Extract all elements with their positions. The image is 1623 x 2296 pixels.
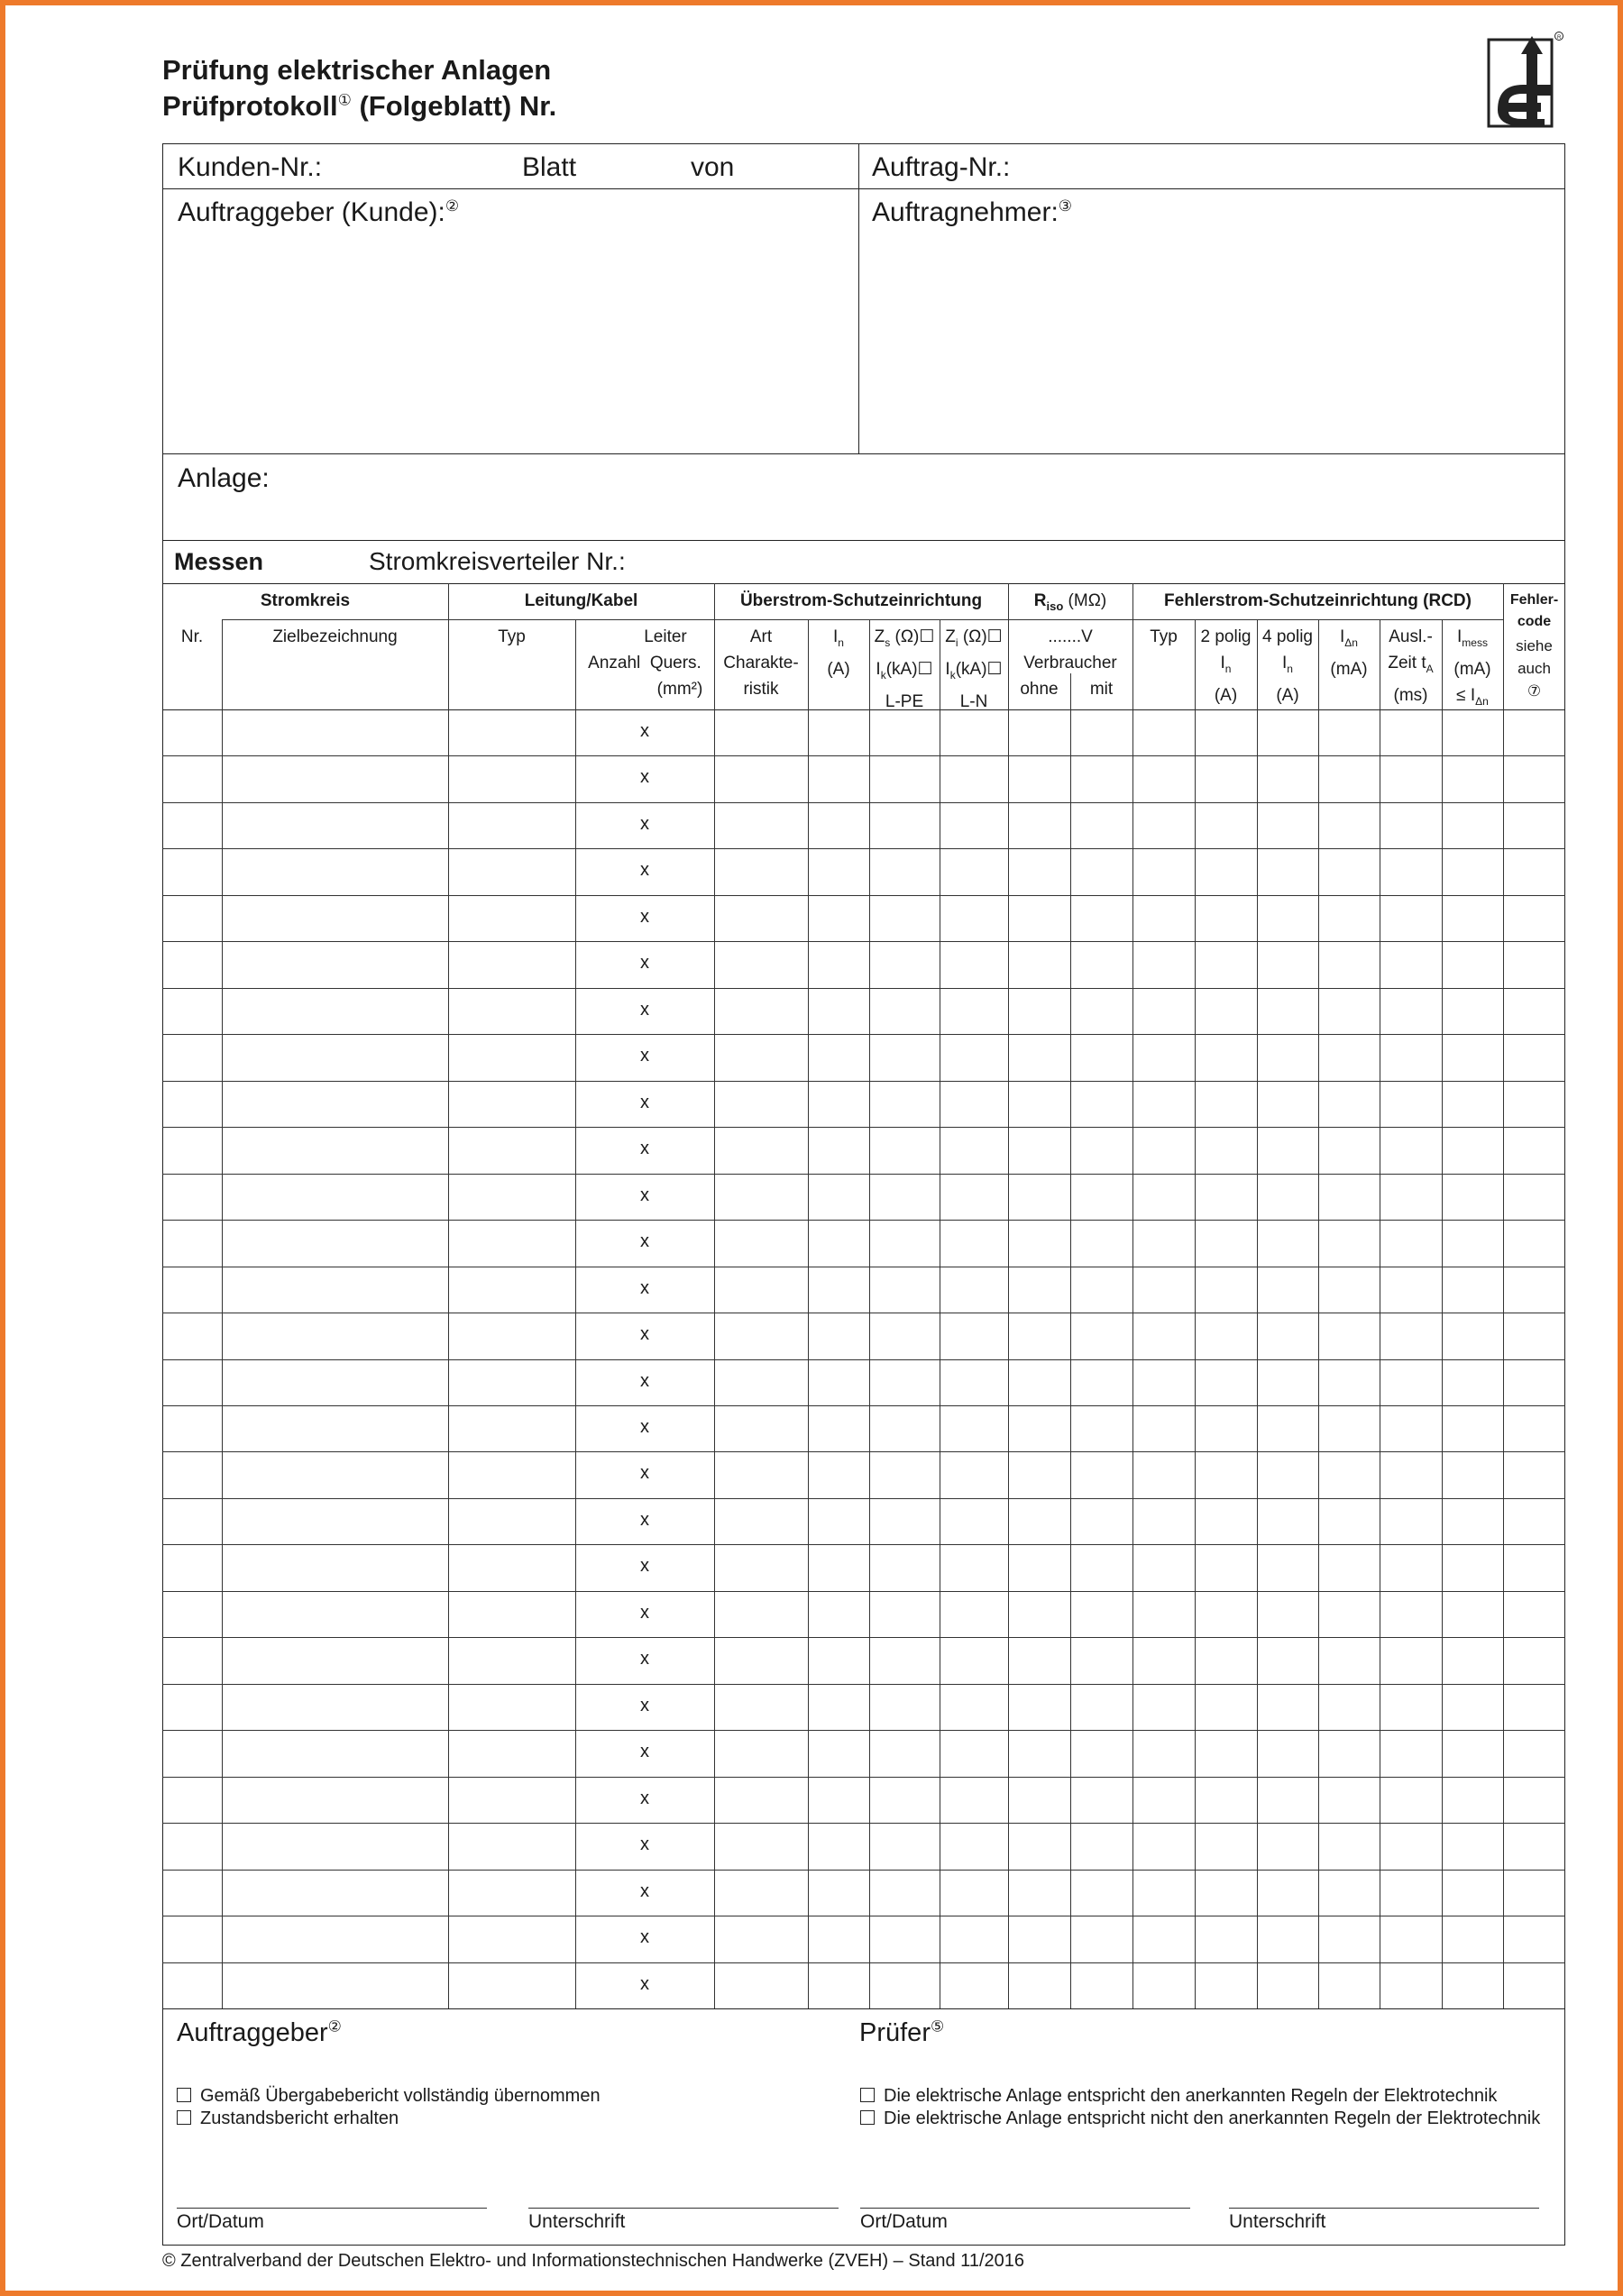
table-row[interactable] bbox=[162, 1313, 1565, 1358]
table-row[interactable] bbox=[162, 709, 1565, 755]
col-zs-lpe bbox=[869, 624, 940, 715]
ik2-i: I bbox=[945, 659, 950, 679]
checkbox-uebergabebericht[interactable] bbox=[177, 2085, 601, 2107]
table-row[interactable] bbox=[162, 1962, 1565, 2008]
check4-label: Die elektrische Anlage entspricht nicht den anerkannten Regeln der Elektrotechnik bbox=[884, 2108, 1541, 2128]
group-fehlercode bbox=[1503, 590, 1565, 633]
check2-label: Zustandsbericht erhalten bbox=[200, 2108, 399, 2128]
messen-label: Messen bbox=[174, 548, 264, 575]
zi-z: Z bbox=[945, 627, 956, 646]
page-title bbox=[162, 54, 556, 123]
p2-sub: n bbox=[1224, 662, 1232, 675]
auftraggeber-kunde-text: Auftraggeber (Kunde): bbox=[178, 197, 445, 227]
unterschrift-line-2[interactable] bbox=[1229, 2208, 1539, 2209]
leiter-x-mark: x bbox=[640, 1927, 649, 1947]
idn-i: I bbox=[1340, 627, 1345, 646]
auftraggeber-kunde-label bbox=[178, 197, 459, 228]
leiter-x-mark: x bbox=[640, 1231, 649, 1251]
col-rcd-typ: Typ bbox=[1150, 627, 1178, 646]
p2-i: I bbox=[1220, 654, 1225, 672]
quers-text: Quers. bbox=[649, 654, 701, 672]
footer-pruefer-heading bbox=[859, 2018, 944, 2048]
checkbox-entspricht[interactable] bbox=[860, 2085, 1497, 2107]
auftragnehmer-label bbox=[872, 197, 1072, 228]
unterschrift-line-1[interactable] bbox=[528, 2208, 839, 2209]
group-riso bbox=[1008, 591, 1132, 613]
table-row[interactable] bbox=[162, 1591, 1565, 1637]
ort-datum-label-1: Ort/Datum bbox=[177, 2211, 264, 2232]
table-row[interactable] bbox=[162, 1220, 1565, 1266]
ik-i: I bbox=[876, 659, 881, 679]
table-row[interactable] bbox=[162, 1451, 1565, 1497]
p4-i: I bbox=[1282, 654, 1288, 672]
ik2-unit: (kA)☐ bbox=[955, 659, 1003, 679]
p2-unit: (A) bbox=[1214, 685, 1238, 705]
table-row[interactable] bbox=[162, 848, 1565, 894]
leiter-x-mark: x bbox=[640, 767, 649, 787]
checkbox-icon[interactable] bbox=[860, 2088, 875, 2102]
eh-logo-icon bbox=[1487, 31, 1565, 128]
table-row[interactable] bbox=[162, 1034, 1565, 1080]
col-imess bbox=[1442, 624, 1503, 715]
footnote-2b-icon: ② bbox=[327, 2017, 342, 2035]
leiter-x-mark: x bbox=[640, 1649, 649, 1669]
ik-unit: (kA)☐ bbox=[885, 659, 933, 679]
table-row[interactable] bbox=[162, 802, 1565, 848]
table-row[interactable] bbox=[162, 755, 1565, 801]
col-mit: mit bbox=[1089, 680, 1114, 699]
divider-top-vertical bbox=[858, 143, 859, 454]
leiter-x-mark: x bbox=[640, 907, 649, 927]
divider-messen bbox=[162, 540, 1565, 541]
col-leiter bbox=[575, 624, 714, 702]
leiter-x-mark: x bbox=[640, 1139, 649, 1158]
in-unit: (A) bbox=[827, 659, 850, 679]
ort-datum-line-1[interactable] bbox=[177, 2208, 487, 2209]
volt-text: .......V bbox=[1048, 627, 1093, 646]
ausl-1: Ausl.- bbox=[1389, 627, 1433, 646]
leiter-x-mark: x bbox=[640, 1696, 649, 1715]
check3-label: Die elektrische Anlage entspricht den anerkannten Regeln der Elektrotechnik bbox=[884, 2086, 1498, 2106]
verbraucher-text: Verbraucher bbox=[1023, 654, 1117, 672]
imess-le-sub: Δn bbox=[1475, 694, 1489, 708]
title-folgeblatt: (Folgeblatt) Nr. bbox=[351, 90, 557, 122]
stromkreisverteiler-label: Stromkreisverteiler Nr.: bbox=[369, 547, 626, 575]
leiter-x-mark: x bbox=[640, 1881, 649, 1901]
idn-sub: Δn bbox=[1344, 636, 1358, 649]
col-2polig bbox=[1195, 624, 1257, 709]
ort-datum-label-2: Ort/Datum bbox=[860, 2211, 948, 2232]
title-protokoll: Prüfprotokoll bbox=[162, 90, 338, 122]
svg-text:R: R bbox=[1557, 35, 1562, 41]
imess-sub: mess bbox=[1462, 636, 1488, 649]
mm2-text: (mm²) bbox=[656, 680, 703, 699]
leiter-x-mark: x bbox=[640, 1324, 649, 1344]
leiter-x-mark: x bbox=[640, 1556, 649, 1576]
group-leitung: Leitung/Kabel bbox=[524, 591, 638, 610]
riso-sub: iso bbox=[1046, 599, 1064, 613]
footnote-1-icon: ① bbox=[337, 91, 352, 109]
leiter-x-mark: x bbox=[640, 1371, 649, 1391]
von-label: von bbox=[691, 152, 735, 182]
p2-title: 2 polig bbox=[1200, 627, 1252, 646]
col-riso-sub bbox=[1008, 624, 1132, 676]
table-row[interactable] bbox=[162, 1544, 1565, 1590]
p4-title: 4 polig bbox=[1262, 627, 1313, 646]
unterschrift-label-2: Unterschrift bbox=[1229, 2211, 1326, 2232]
table-row[interactable] bbox=[162, 988, 1565, 1034]
col-in bbox=[808, 624, 869, 682]
p4-unit: (A) bbox=[1276, 685, 1299, 705]
checkbox-icon[interactable] bbox=[860, 2110, 875, 2125]
col-ohne: ohne bbox=[1020, 680, 1059, 699]
ln-text: L-N bbox=[959, 691, 988, 711]
leiter-x-mark: x bbox=[640, 1510, 649, 1530]
fc-siehe: siehe bbox=[1516, 637, 1553, 654]
leiter-x-mark: x bbox=[640, 1417, 649, 1437]
leiter-x-mark: x bbox=[640, 1788, 649, 1808]
fehlercode-line1: Fehler- bbox=[1509, 592, 1559, 608]
zs-sub: s bbox=[885, 636, 891, 649]
kunden-nr-label: Kunden-Nr.: bbox=[178, 152, 323, 182]
col-ausl bbox=[1380, 624, 1442, 709]
in-i: I bbox=[833, 627, 839, 646]
table-row[interactable] bbox=[162, 1637, 1565, 1683]
table-row[interactable] bbox=[162, 1127, 1565, 1173]
imess-i: I bbox=[1457, 627, 1463, 646]
leiter-x-mark: x bbox=[640, 1000, 649, 1020]
table-row[interactable] bbox=[162, 1777, 1565, 1823]
unterschrift-label-1: Unterschrift bbox=[528, 2211, 626, 2232]
table-row[interactable] bbox=[162, 1267, 1565, 1313]
leiter-x-mark: x bbox=[640, 1742, 649, 1761]
col-idn bbox=[1318, 624, 1380, 682]
ik-sub: k bbox=[880, 668, 886, 681]
divider-table-top bbox=[162, 583, 1565, 584]
zs-unit: (Ω)☐ bbox=[890, 627, 935, 646]
group-stromkreis: Stromkreis bbox=[260, 591, 351, 610]
auftragnehmer-text: Auftragnehmer: bbox=[872, 197, 1059, 227]
divider-top-1 bbox=[162, 188, 1565, 189]
checkbox-icon[interactable] bbox=[177, 2110, 191, 2125]
art-1: Art bbox=[749, 627, 773, 646]
leiter-x-mark: x bbox=[640, 1278, 649, 1298]
footer-pruefer-text: Prüfer bbox=[859, 2018, 931, 2047]
title-line-1: Prüfung elektrischer Anlagen bbox=[162, 54, 552, 86]
imess-le: ≤ I bbox=[1456, 685, 1476, 705]
ort-datum-line-2[interactable] bbox=[860, 2208, 1190, 2209]
footer-top-line bbox=[162, 2008, 1565, 2009]
ausl-2: Zeit t bbox=[1388, 654, 1426, 672]
riso-unit: (MΩ) bbox=[1063, 591, 1107, 610]
table-row[interactable] bbox=[162, 1081, 1565, 1127]
imess-unit: (mA) bbox=[1453, 659, 1491, 679]
fehlercode-line2: code bbox=[1517, 614, 1552, 629]
checkbox-entspricht-nicht[interactable] bbox=[860, 2108, 1540, 2129]
col-zielbezeichnung: Zielbezeichnung bbox=[272, 627, 398, 646]
leiter-x-mark: x bbox=[640, 721, 649, 741]
leiter-text: Leiter bbox=[644, 627, 687, 646]
idn-unit: (mA) bbox=[1330, 659, 1368, 679]
table-row[interactable] bbox=[162, 1870, 1565, 1916]
leiter-x-mark: x bbox=[640, 1463, 649, 1483]
fc-auch: auch bbox=[1518, 660, 1551, 677]
zs-z: Z bbox=[874, 627, 885, 646]
leiter-x-mark: x bbox=[640, 1603, 649, 1623]
col-typ: Typ bbox=[498, 627, 526, 646]
footnote-3-icon: ③ bbox=[1058, 197, 1073, 215]
group-ueberstrom: Überstrom-Schutzeinrichtung bbox=[739, 591, 983, 610]
zi-unit: (Ω)☐ bbox=[958, 627, 1003, 646]
col-nr: Nr. bbox=[180, 627, 204, 646]
leiter-x-mark: x bbox=[640, 860, 649, 880]
table-row[interactable] bbox=[162, 1405, 1565, 1451]
col-4polig bbox=[1257, 624, 1318, 709]
in-sub: n bbox=[838, 636, 844, 649]
art-2: Charakte- bbox=[723, 654, 799, 672]
leiter-x-mark: x bbox=[640, 1834, 649, 1854]
p4-sub: n bbox=[1287, 662, 1293, 675]
leiter-x-mark: x bbox=[640, 814, 649, 834]
art-3: ristik bbox=[743, 680, 779, 699]
col-art bbox=[714, 624, 808, 702]
col-zi-ln bbox=[940, 624, 1008, 715]
checkbox-zustandsbericht[interactable] bbox=[177, 2108, 399, 2129]
table-row[interactable] bbox=[162, 1498, 1565, 1544]
ausl-3: (ms) bbox=[1393, 685, 1428, 705]
leiter-x-mark: x bbox=[640, 953, 649, 973]
table-row[interactable] bbox=[162, 895, 1565, 941]
footnote-7-icon: ⑦ bbox=[1527, 682, 1542, 700]
table-row[interactable] bbox=[162, 1730, 1565, 1776]
lpe-text: L-PE bbox=[885, 691, 924, 711]
footer-auftraggeber-text: Auftraggeber bbox=[177, 2018, 328, 2047]
checkbox-icon[interactable] bbox=[177, 2088, 191, 2102]
riso-r: R bbox=[1033, 591, 1047, 610]
check1-label: Gemäß Übergabebericht vollständig übernommen bbox=[200, 2086, 601, 2106]
ik2-sub: k bbox=[949, 668, 956, 681]
footer-auftraggeber-heading bbox=[177, 2018, 342, 2048]
table-row[interactable] bbox=[162, 1916, 1565, 1962]
table-row[interactable] bbox=[162, 941, 1565, 987]
auftrag-nr-label: Auftrag-Nr.: bbox=[872, 152, 1011, 182]
leiter-x-mark: x bbox=[640, 1185, 649, 1205]
footnote-5-icon: ⑤ bbox=[930, 2017, 945, 2035]
leiter-x-mark: x bbox=[640, 1046, 649, 1066]
blatt-label: Blatt bbox=[522, 152, 577, 182]
table-row[interactable] bbox=[162, 1174, 1565, 1220]
table-row[interactable] bbox=[162, 1823, 1565, 1869]
col-fehlercode bbox=[1503, 635, 1565, 702]
zi-sub: i bbox=[955, 636, 958, 649]
table-row[interactable] bbox=[162, 1359, 1565, 1405]
group-fehlerstrom: Fehlerstrom-Schutzeinrichtung (RCD) bbox=[1164, 591, 1472, 610]
leiter-x-mark: x bbox=[640, 1093, 649, 1112]
title-line-2 bbox=[162, 90, 556, 123]
leiter-x-mark: x bbox=[640, 1974, 649, 1994]
anlage-label: Anlage: bbox=[178, 463, 270, 493]
ausl-sub: A bbox=[1426, 662, 1434, 675]
footnote-2-icon: ② bbox=[445, 197, 460, 215]
divider-anlage bbox=[162, 453, 1565, 454]
anzahl-text: Anzahl bbox=[588, 654, 641, 672]
table-row[interactable] bbox=[162, 1684, 1565, 1730]
copyright-notice: © Zentralverband der Deutschen Elektro- und Informationstechnischen Handwerke (ZVEH) – Stand 11/2016 bbox=[162, 2251, 1024, 2271]
header-group-divider bbox=[222, 619, 1503, 620]
